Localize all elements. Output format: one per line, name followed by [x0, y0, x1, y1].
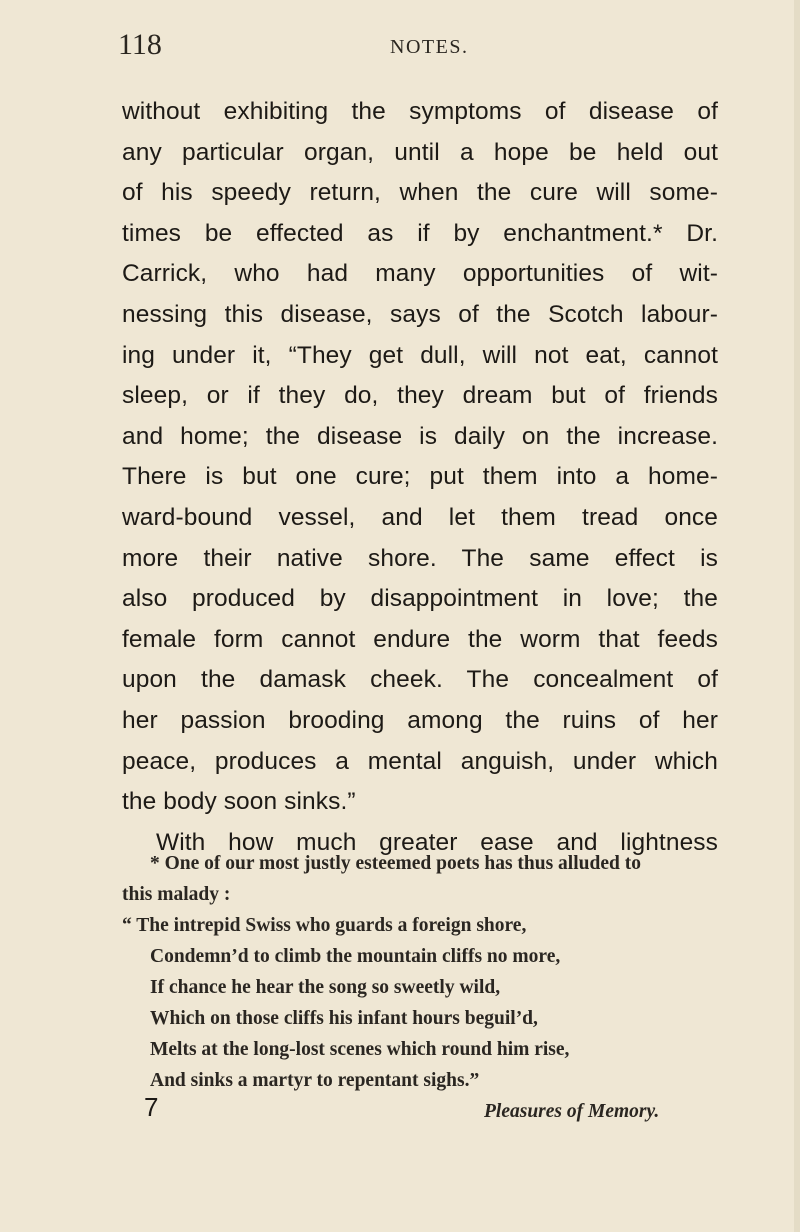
body-line: Carrick, who had many opportunities of wit-: [122, 260, 718, 288]
body-line: more their native shore. The same effect is: [122, 544, 718, 572]
verse-line: If chance he hear the song so sweetly wild,: [150, 977, 501, 998]
body-line: times be effected as if by enchantment.* Dr.: [122, 219, 718, 247]
body-line: the body soon sinks.”: [122, 788, 356, 816]
verse-line: “ The intrepid Swiss who guards a foreign shore,: [122, 915, 527, 936]
body-text: [122, 92, 718, 863]
body-line: without exhibiting the symptoms of disease of: [122, 98, 718, 125]
verse-line: Condemn’d to climb the mountain cliffs no more,: [150, 946, 561, 967]
verse-line: Which on those cliffs his infant hours beguil’d,: [150, 1008, 538, 1029]
page-edge: [794, 0, 800, 1232]
body-line: and home; the disease is daily on the increase.: [122, 422, 718, 450]
body-line: upon the damask cheek. The concealment of: [122, 666, 718, 694]
body-line: peace, produces a mental anguish, under which: [122, 747, 718, 775]
body-line: nessing this disease, says of the Scotch labour-: [122, 300, 718, 328]
running-title: NOTES.: [390, 36, 469, 58]
body-line: female form cannot endure the worm that feeds: [122, 625, 718, 653]
body-line: There is but one cure; put them into a home-: [122, 463, 718, 491]
page-number: 118: [118, 28, 162, 61]
body-line: any particular organ, until a hope be held out: [122, 138, 718, 166]
verse-line: Melts at the long-lost scenes which round him rise,: [150, 1039, 570, 1060]
body-line: sleep, or if they do, they dream but of friends: [122, 382, 718, 410]
body-line: ing under it, “They get dull, will not eat, cannot: [122, 341, 718, 369]
footnote: [122, 848, 718, 1127]
body-line: ward-bound vessel, and let them tread once: [122, 503, 718, 531]
footnote-line: * One of our most justly esteemed poets has thus alluded to: [150, 853, 641, 874]
body-line: her passion brooding among the ruins of her: [122, 706, 718, 734]
footnote-source: Pleasures of Memory.: [484, 1101, 660, 1122]
running-header: [0, 28, 800, 64]
verse-line: And sinks a martyr to repentant sighs.”: [150, 1070, 480, 1091]
footnote-line: this malady :: [122, 884, 231, 905]
body-line: With how much greater ease and lightness: [156, 828, 718, 856]
body-line: also produced by disappointment in love; the: [122, 585, 718, 613]
signature-mark: 7: [144, 1092, 159, 1122]
body-line: of his speedy return, when the cure will some-: [122, 179, 718, 207]
